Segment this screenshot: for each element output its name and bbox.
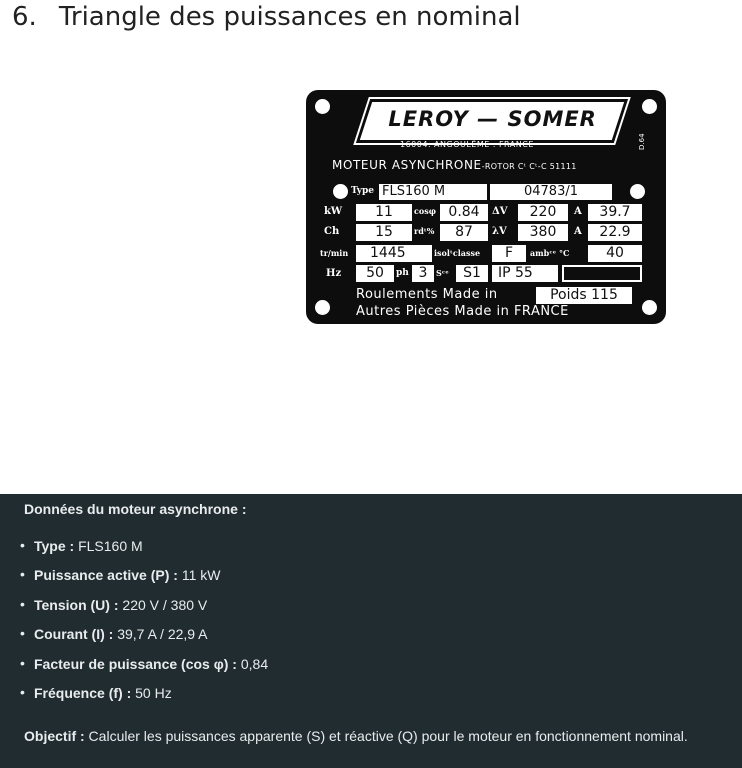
item-value: 39,7 A / 22,9 A xyxy=(113,626,208,642)
bullet-icon: • xyxy=(20,684,25,700)
mounting-hole xyxy=(642,99,657,114)
item-value: 50 Hz xyxy=(131,685,172,701)
value-rendement: 87 xyxy=(440,224,488,241)
plate-subtitle-main: MOTEUR ASYNCHRONE xyxy=(332,158,482,172)
plate-subtitle xyxy=(332,158,577,172)
value-trmin: 1445 xyxy=(356,245,432,262)
label-star-v: λV xyxy=(492,226,507,237)
bullet-icon: • xyxy=(20,537,25,553)
list-item xyxy=(20,625,208,642)
mounting-hole xyxy=(315,99,330,114)
value-delta-v: 220 xyxy=(518,204,568,221)
bullet-icon: • xyxy=(20,655,25,671)
mounting-hole xyxy=(333,184,348,199)
mounting-hole xyxy=(642,300,657,315)
objectif-paragraph xyxy=(24,724,714,749)
label-amps-1: A xyxy=(574,206,582,217)
objectif-text: Calculer les puissances apparente (S) et réactive (Q) pour le moteur en fonctionnement nominal. xyxy=(84,728,688,744)
motor-data-panel xyxy=(0,494,742,768)
label-delta-v: ΔV xyxy=(492,206,508,217)
section-heading xyxy=(12,2,521,32)
motor-nameplate xyxy=(306,90,666,324)
label-service: Sᶜᵉ xyxy=(436,268,449,278)
brand-name: LEROY — SOMER xyxy=(388,107,597,131)
label-amps-2: A xyxy=(574,226,582,237)
label-rendement: rdᵗ% xyxy=(414,226,435,236)
footer-autres-pieces: Autres Pièces Made in FRANCE xyxy=(356,304,569,319)
item-label: Courant (I) : xyxy=(34,626,114,642)
label-phases: ph xyxy=(396,268,409,278)
value-cos: 0.84 xyxy=(440,204,488,221)
label-kw: kW xyxy=(324,206,343,217)
label-hz: Hz xyxy=(326,268,342,279)
item-label: Puissance active (P) : xyxy=(34,567,178,583)
item-label: Fréquence (f) : xyxy=(34,685,132,701)
value-phases: 3 xyxy=(412,265,434,282)
value-service: S1 xyxy=(456,265,488,282)
value-ambient: 40 xyxy=(588,245,642,262)
item-label: Tension (U) : xyxy=(34,597,119,613)
section-title: Triangle des puissances en nominal xyxy=(58,2,521,32)
bullet-icon: • xyxy=(20,625,25,641)
mounting-hole xyxy=(630,184,645,199)
value-ip: IP 55 xyxy=(492,265,558,282)
item-value: FLS160 M xyxy=(74,538,143,554)
item-label: Facteur de puissance (cos φ) : xyxy=(34,656,237,672)
value-star-v: 380 xyxy=(518,224,568,241)
item-label: Type : xyxy=(34,538,75,554)
value-kw: 11 xyxy=(356,204,412,221)
label-ambient: ambᶜᵉ °C xyxy=(530,248,570,258)
label-ch: Ch xyxy=(324,226,340,237)
list-item xyxy=(20,537,143,554)
list-item xyxy=(20,566,221,583)
item-value: 11 kW xyxy=(177,567,221,583)
value-hz: 50 xyxy=(356,265,394,282)
footer-roulements: Roulements Made in xyxy=(356,287,498,302)
list-item xyxy=(20,596,208,613)
plate-subtitle-rotor: -ROTOR Cᵗ Cᵗ-C 51111 xyxy=(481,162,577,171)
label-trmin: tr/min xyxy=(320,248,349,258)
item-value: 220 V / 380 V xyxy=(118,597,208,613)
label-type: Type xyxy=(351,186,374,196)
list-item xyxy=(20,684,172,701)
value-empty xyxy=(562,265,642,282)
label-cos: cosφ xyxy=(414,206,436,216)
item-value: 0,84 xyxy=(236,656,269,672)
plate-code: D.64 xyxy=(638,133,646,150)
panel-title: Données du moteur asynchrone : xyxy=(24,501,247,517)
list-item xyxy=(20,655,269,672)
value-poids: Poids 115 xyxy=(536,287,632,304)
bullet-icon: • xyxy=(20,566,25,582)
mounting-hole xyxy=(315,300,330,315)
value-isolation: F xyxy=(492,245,526,262)
value-serial: 04783/1 xyxy=(490,184,612,200)
bullet-icon: • xyxy=(20,596,25,612)
value-amps-2: 22.9 xyxy=(588,224,642,241)
brand-logo xyxy=(356,99,628,143)
value-amps-1: 39.7 xyxy=(588,204,642,221)
value-type: FLS160 M xyxy=(379,184,487,200)
label-isolation: isolᵗclasse xyxy=(434,248,481,258)
section-number: 6. xyxy=(12,2,37,32)
value-ch: 15 xyxy=(356,224,412,241)
brand-address: 16004. ANGOULÊME . FRANCE xyxy=(400,140,534,149)
objectif-label: Objectif : xyxy=(24,728,85,744)
